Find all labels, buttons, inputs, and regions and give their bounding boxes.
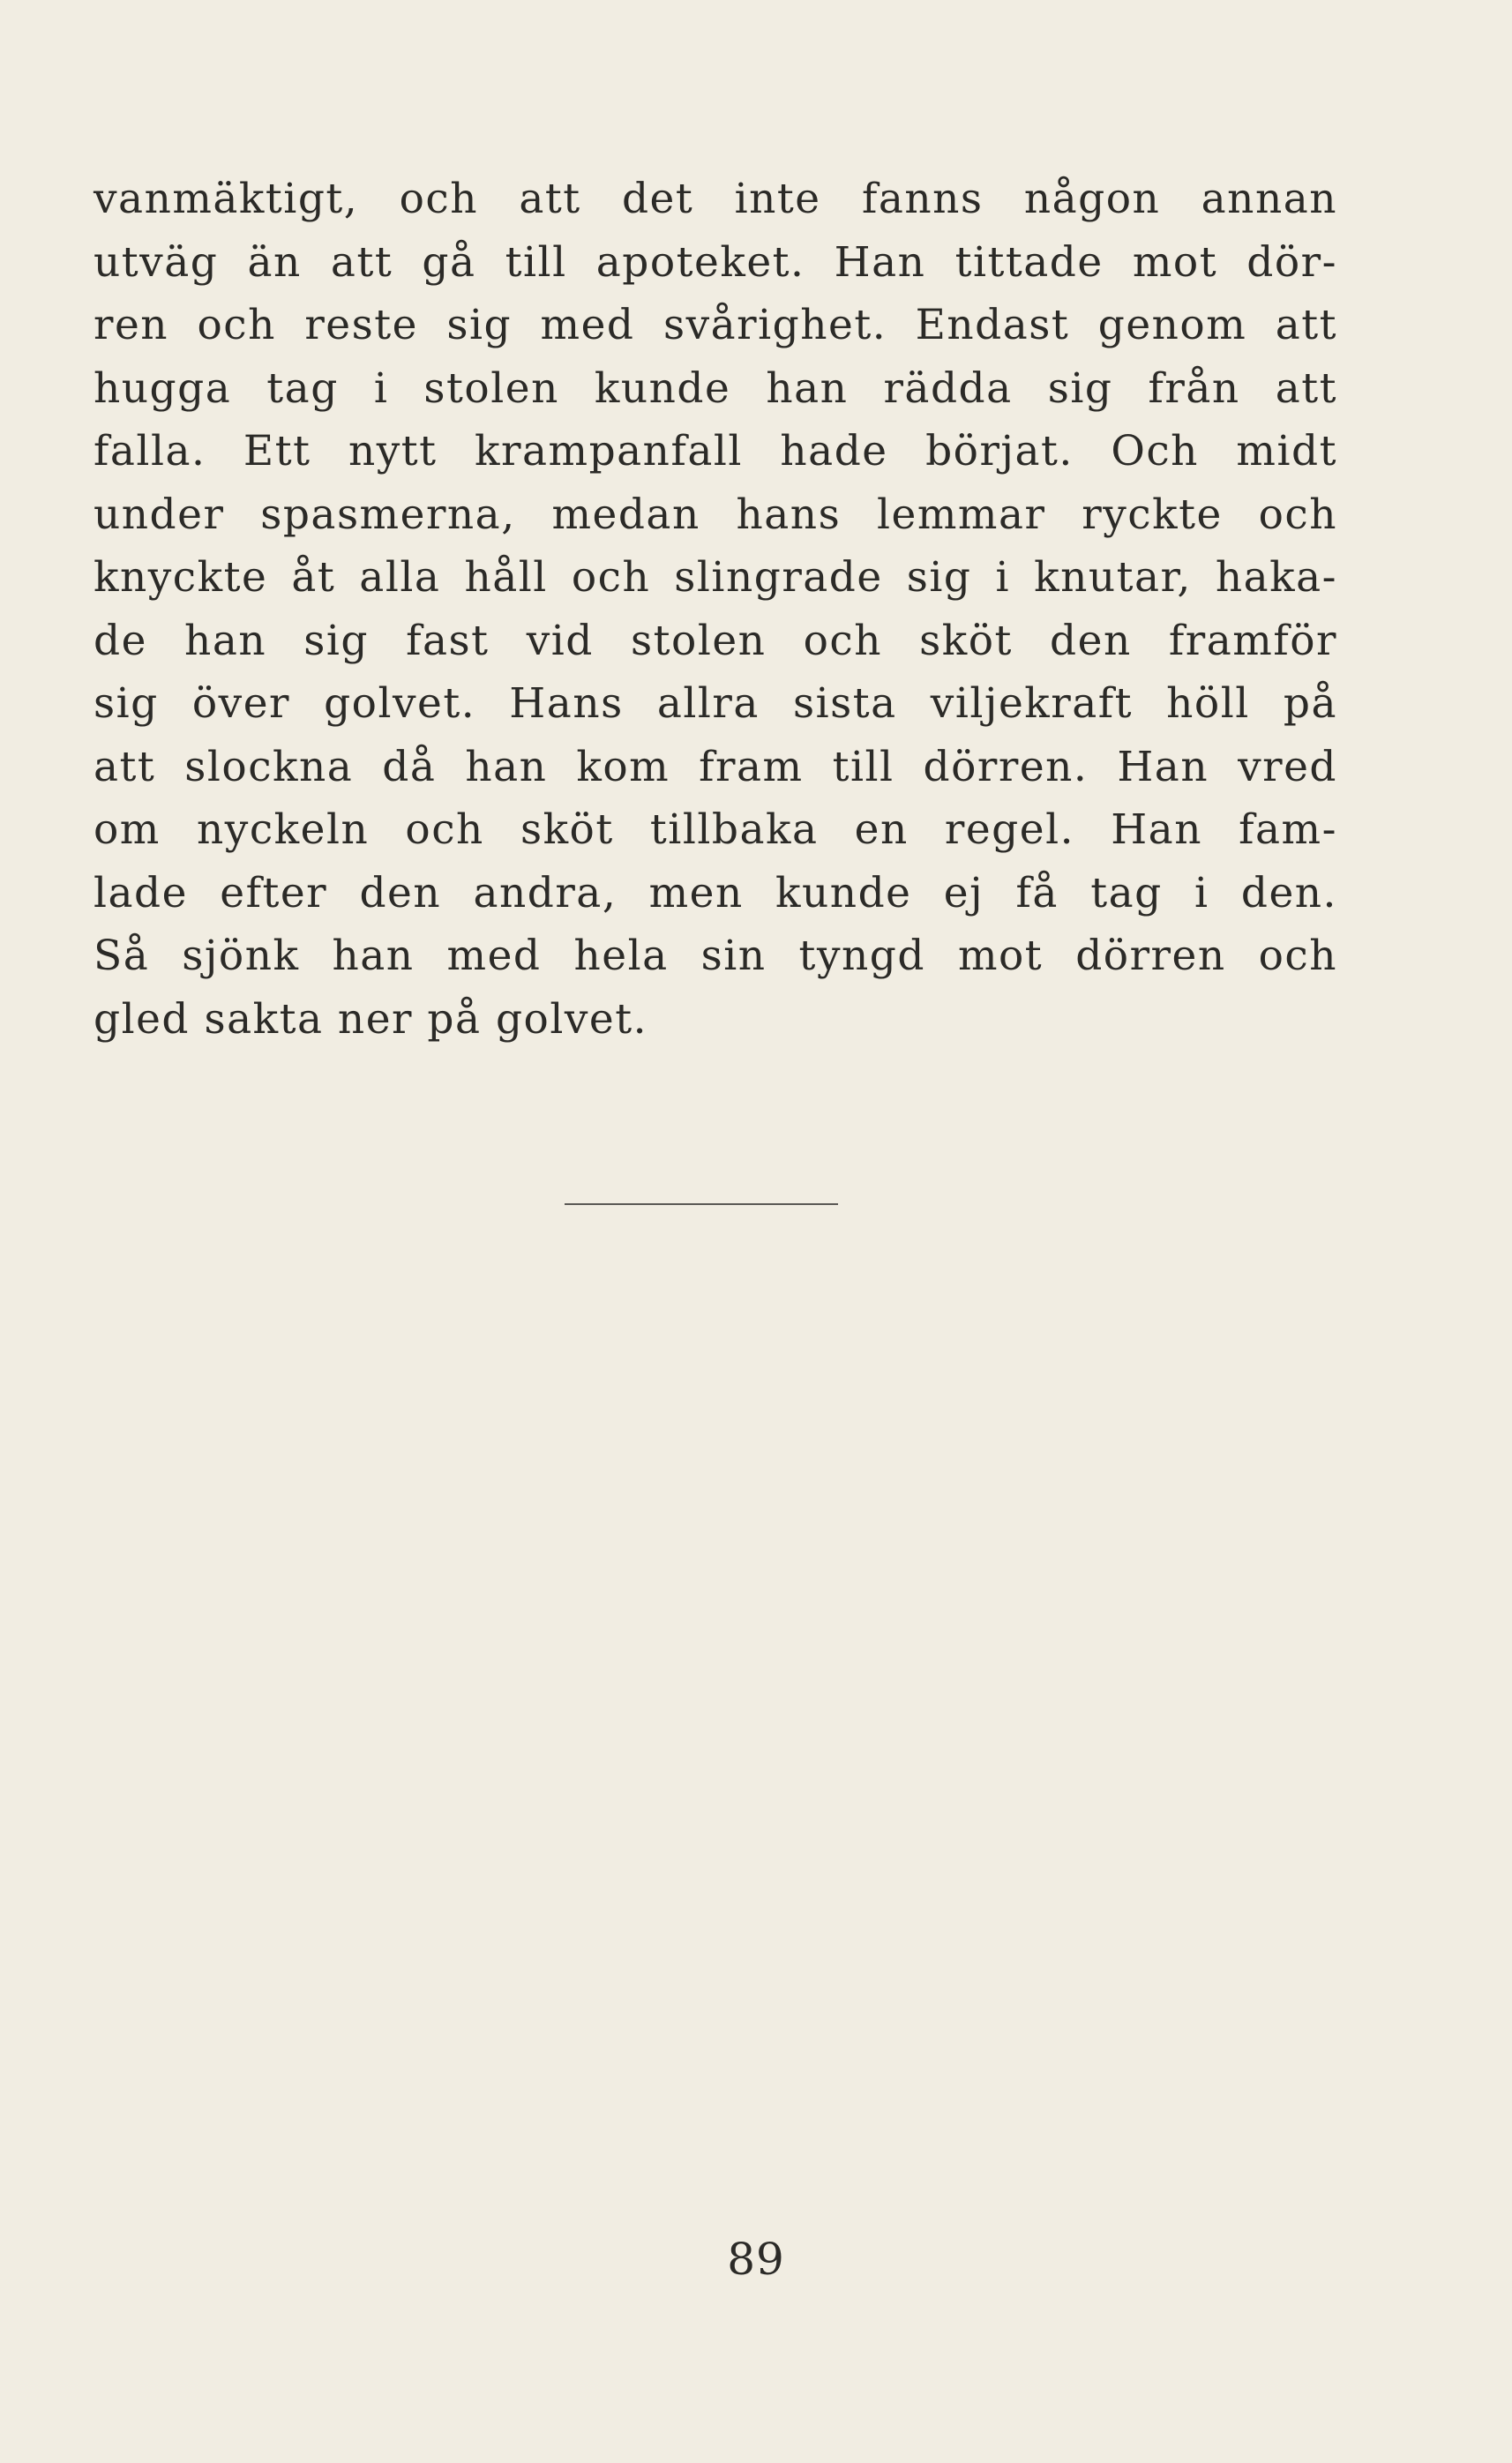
- text-line: om nyckeln och sköt tillbaka en regel. Han fam-: [94, 805, 1337, 854]
- text-line: ren och reste sig med svårighet. Endast genom att: [94, 301, 1337, 349]
- text-line: sig över golvet. Hans allra sista viljekraft höll på: [94, 679, 1337, 728]
- text-line: lade efter den andra, men kunde ej få tag i den.: [94, 868, 1337, 917]
- text-line: vanmäktigt, och att det inte fanns någon annan: [94, 175, 1337, 223]
- body-text: [94, 168, 1337, 1051]
- text-line: hugga tag i stolen kunde han rädda sig från att: [94, 363, 1337, 413]
- text-line-last: gled sakta ner på golvet.: [94, 994, 648, 1044]
- section-divider: [565, 1203, 838, 1205]
- page-number: 89: [727, 2234, 785, 2285]
- text-line: Så sjönk han med hela sin tyngd mot dörren och: [94, 932, 1337, 980]
- text-line: under spasmerna, medan hans lemmar ryckte och: [94, 490, 1337, 539]
- text-line: att slockna då han kom fram till dörren. Han vred: [94, 742, 1337, 791]
- text-line: falla. Ett nytt krampanfall hade börjat. Och midt: [94, 427, 1337, 475]
- text-line: utväg än att gå till apoteket. Han tittade mot dör-: [94, 237, 1337, 287]
- text-line: knyckte åt alla håll och slingrade sig i knutar, haka-: [94, 553, 1337, 602]
- text-line: de han sig fast vid stolen och sköt den framför: [94, 616, 1337, 665]
